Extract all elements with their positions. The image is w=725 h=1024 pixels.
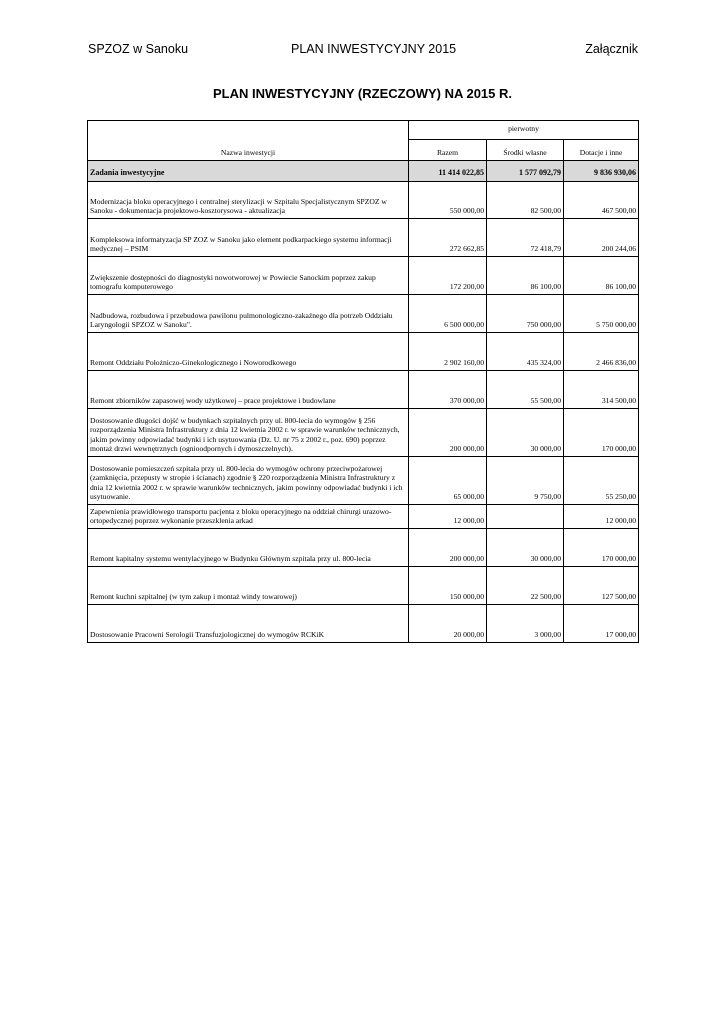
row-name: Remont Oddziału Położniczo-Ginekologicznego i Noworodkowego [88,333,409,371]
row-dotacje: 170 000,00 [564,409,639,457]
row-srodki: 22 500,00 [487,567,564,605]
document-title: PLAN INWESTYCYJNY (RZECZOWY) NA 2015 R. [212,86,513,101]
row-name: Remont kapitalny systemu wentylacyjnego w Budynku Głównym szpitala przy ul. 800-lecia [88,529,409,567]
row-dotacje: 17 000,00 [564,605,639,643]
row-name: Kompleksowa informatyzacja SP ZOZ w Sanoku jako element podkarpackiego systemu informacji medycznej – PSIM [88,219,409,257]
table-row [88,219,639,257]
group-name: Zadania inwestycyjne [88,161,409,182]
row-dotacje: 55 250,00 [564,457,639,505]
row-razem: 370 000,00 [409,371,487,409]
row-razem: 20 000,00 [409,605,487,643]
row-srodki: 82 500,00 [487,182,564,219]
group-srodki: 1 577 092,79 [487,161,564,182]
group-dotacje: 9 836 930,06 [564,161,639,182]
row-name: Remont kuchni szpitalnej (w tym zakup i montaż windy towarowej) [88,567,409,605]
page-header [0,42,725,62]
header-right-text: Załącznik [585,42,638,56]
row-dotacje: 200 244,06 [564,219,639,257]
row-razem: 6 500 000,00 [409,295,487,333]
table-row [88,457,639,505]
row-name: Remont zbiorników zapasowej wody użytkowej – prace projektowe i budowlane [88,371,409,409]
row-razem: 150 000,00 [409,567,487,605]
group-row [88,161,639,182]
row-name: Dostosowanie długości dojść w budynkach szpitalnych przy ul. 800-lecia do wymogów § 256 rozporządzenia Ministra Infrastruktury z dnia 12 kwietnia 2002 r. w sprawie warunków technicznych, jakim powinny odpowiadać budynki i ich usytuowania (Dz. U. nr 75 z 2002 r., poz. 690) poprzez montaż drzwi wewnętrznych (ognioodpornych i dymoszczelnych). [88,409,409,457]
row-razem: 550 000,00 [409,182,487,219]
header-center-text: PLAN INWESTYCYJNY 2015 [291,42,457,56]
row-razem: 12 000,00 [409,505,487,529]
row-razem: 200 000,00 [409,409,487,457]
header-left-text: SPZOZ w Sanoku [88,42,189,56]
row-dotacje: 170 000,00 [564,529,639,567]
row-dotacje: 314 500,00 [564,371,639,409]
row-dotacje: 86 100,00 [564,257,639,295]
row-srodki: 86 100,00 [487,257,564,295]
row-razem: 2 902 160,00 [409,333,487,371]
row-srodki: 30 000,00 [487,529,564,567]
row-name: Nadbudowa, rozbudowa i przebudowa pawilonu pulmonologiczno-zakaźnego dla potrzeb Oddziału Laryngologii SPZOZ w Sanoku". [88,295,409,333]
group-razem: 11 414 022,85 [409,161,487,182]
row-razem: 200 000,00 [409,529,487,567]
table-row [88,333,639,371]
table-row [88,409,639,457]
table-row [88,182,639,219]
row-srodki: 55 500,00 [487,371,564,409]
row-srodki [487,505,564,529]
table-row [88,529,639,567]
col-header-dotacje: Dotacje i inne [564,140,639,161]
table-row [88,371,639,409]
table-row [88,567,639,605]
row-dotacje: 127 500,00 [564,567,639,605]
investment-table [87,120,639,643]
row-srodki: 3 000,00 [487,605,564,643]
row-name: Zwiększenie dostępności do diagnostyki nowotworowej w Powiecie Sanockim poprzez zakup tomografu komputerowego [88,257,409,295]
row-srodki: 9 750,00 [487,457,564,505]
row-razem: 65 000,00 [409,457,487,505]
col-header-srodki: Środki własne [487,140,564,161]
row-srodki: 72 418,79 [487,219,564,257]
row-razem: 172 200,00 [409,257,487,295]
table-row [88,505,639,529]
table-row [88,605,639,643]
row-dotacje: 2 466 836,00 [564,333,639,371]
table-row [88,295,639,333]
col-header-razem: Razem [409,140,487,161]
col-group-header: pierwotny [409,121,639,140]
row-name: Dostosowanie pomieszczeń szpitala przy ul. 800-lecia do wymogów ochrony przeciwpożarowej (zamknięcia, przepusty w stropie i ścianach) zgodnie § 220 rozporządzenia Ministra Infrastruktury z dnia 12 kwietnia 2002 r. w sprawie warunków technicznych, jakim powinny odpowiadać budynki i ich usytuowanie. [88,457,409,505]
row-name: Zapewnienia prawidłowego transportu pacjenta z bloku operacyjnego na oddział chirurgi urazowo- ortopedycznej poprzez wykonanie przeszklenia arkad [88,505,409,529]
row-dotacje: 12 000,00 [564,505,639,529]
col-header-name: Nazwa inwestycji [88,121,409,161]
row-srodki: 30 000,00 [487,409,564,457]
row-name: Dostosowanie Pracowni Serologii Transfuzjologicznej do wymogów RCKiK [88,605,409,643]
row-srodki: 435 324,00 [487,333,564,371]
table-row [88,257,639,295]
row-dotacje: 467 500,00 [564,182,639,219]
table-header-row-1 [88,121,639,140]
row-srodki: 750 000,00 [487,295,564,333]
row-razem: 272 662,85 [409,219,487,257]
row-name: Modernizacja bloku operacyjnego i centralnej sterylizacji w Szpitalu Specjalistycznym SPZOZ w Sanoku - dokumentacja projektowo-kosztorysowa - aktualizacja [88,182,409,219]
row-dotacje: 5 750 000,00 [564,295,639,333]
